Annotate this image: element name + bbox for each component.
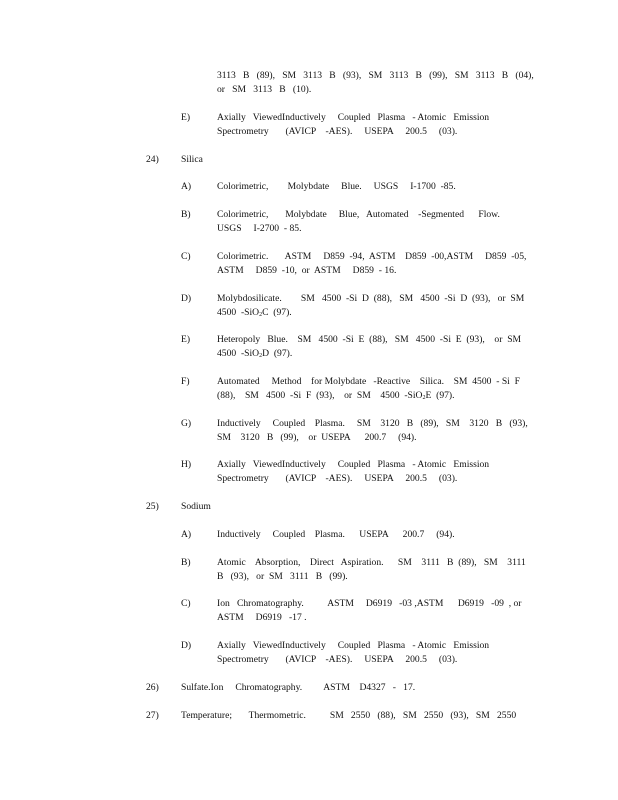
item-text-line: Colorimetric. ASTM D859 -94, ASTM D859 -00,ASTM D859 -05, (217, 251, 527, 262)
item-letter: F) (181, 376, 190, 387)
section-title: Sodium (181, 501, 211, 512)
item-text-line: Axially ViewedInductively Coupled Plasma - Atomic Emission (217, 459, 490, 470)
item-letter: H) (181, 459, 192, 470)
formula-text: (88), SM 4500 -Si F (93), or SM 4500 -SiO (217, 390, 423, 401)
item-letter: C) (181, 598, 191, 609)
subscript: 2 (259, 353, 263, 359)
item-letter: A) (181, 529, 192, 540)
item-text-line: Colorimetric, Molybdate Blue. USGS I-1700 -85. (217, 181, 456, 192)
item-letter: D) (181, 293, 192, 304)
formula-tail: C (97). (262, 307, 292, 318)
section-number: 26) (146, 682, 159, 693)
section-text: Temperature; Thermometric. SM 2550 (88), SM 2550 (93), SM 2550 (181, 710, 517, 721)
continuation-line-1: 3113 B (89), SM 3113 B (93), SM 3113 B (99), SM 3113 B (04), (217, 70, 534, 81)
item-text-line: Inductively Coupled Plasma. SM 3120 B (89), SM 3120 B (93), (217, 418, 528, 429)
item-text-line: Atomic Absorption, Direct Aspiration. SM 3111 B (89), SM 3111 (217, 557, 526, 568)
item-text-line (217, 306, 292, 320)
item-text-line: ASTM D6919 -17 . (217, 612, 307, 623)
item-text-line: Inductively Coupled Plasma. USEPA 200.7 (94). (217, 529, 455, 540)
item-text-line: Spectrometry (AVICP -AES). USEPA 200.5 (03). (217, 473, 458, 484)
item-text-line: Colorimetric, Molybdate Blue, Automated -Segmented Flow. (217, 209, 500, 220)
item-letter: E) (181, 112, 191, 123)
item-text-line: Spectrometry (AVICP -AES). USEPA 200.5 (03). (217, 654, 458, 665)
section-number: 25) (146, 501, 159, 512)
formula-text: 4500 -SiO (217, 307, 260, 318)
section-number: 24) (146, 154, 159, 165)
item-text-line: Axially ViewedInductively Coupled Plasma - Atomic Emission (217, 640, 490, 651)
item-text-line: Heteropoly Blue. SM 4500 -Si E (88), SM 4500 -Si E (93), or SM (217, 334, 522, 345)
subscript: 2 (422, 395, 426, 401)
formula-text: 4500 -SiO (217, 348, 260, 359)
section-number: 27) (146, 710, 159, 721)
item-text-line (217, 347, 292, 361)
subscript: 2 (259, 312, 263, 318)
item-letter: C) (181, 251, 191, 262)
item-letter: D) (181, 640, 192, 651)
item-letter: B) (181, 209, 191, 220)
section-text: Sulfate.Ion Chromatography. ASTM D4327 - 17. (181, 682, 416, 693)
item-text-line: Molybdosilicate. SM 4500 -Si D (88), SM 4500 -Si D (93), or SM (217, 293, 525, 304)
item-text-line: Spectrometry (AVICP -AES). USEPA 200.5 (03). (217, 126, 458, 137)
continuation-line-2: or SM 3113 B (10). (217, 84, 312, 95)
formula-tail: E (97). (425, 390, 455, 401)
item-text-line: Automated Method for Molybdate -Reactive Silica. SM 4500 - Si F (217, 376, 520, 387)
item-letter: B) (181, 557, 191, 568)
section-title: Silica (181, 154, 203, 165)
item-text-line: Axially ViewedInductively Coupled Plasma - Atomic Emission (217, 112, 490, 123)
item-text-line: Ion Chromatography. ASTM D6919 -03 ,ASTM D6919 -09 , or (217, 598, 522, 609)
item-text-line (217, 389, 455, 403)
item-letter: E) (181, 334, 191, 345)
item-letter: G) (181, 418, 192, 429)
item-text-line: ASTM D859 -10, or ASTM D859 - 16. (217, 265, 397, 276)
item-text-line: B (93), or SM 3111 B (99). (217, 571, 348, 582)
item-text-line: SM 3120 B (99), or USEPA 200.7 (94). (217, 432, 417, 443)
formula-tail: D (97). (262, 348, 293, 359)
item-text-line: USGS I-2700 - 85. (217, 223, 302, 234)
item-letter: A) (181, 181, 192, 192)
